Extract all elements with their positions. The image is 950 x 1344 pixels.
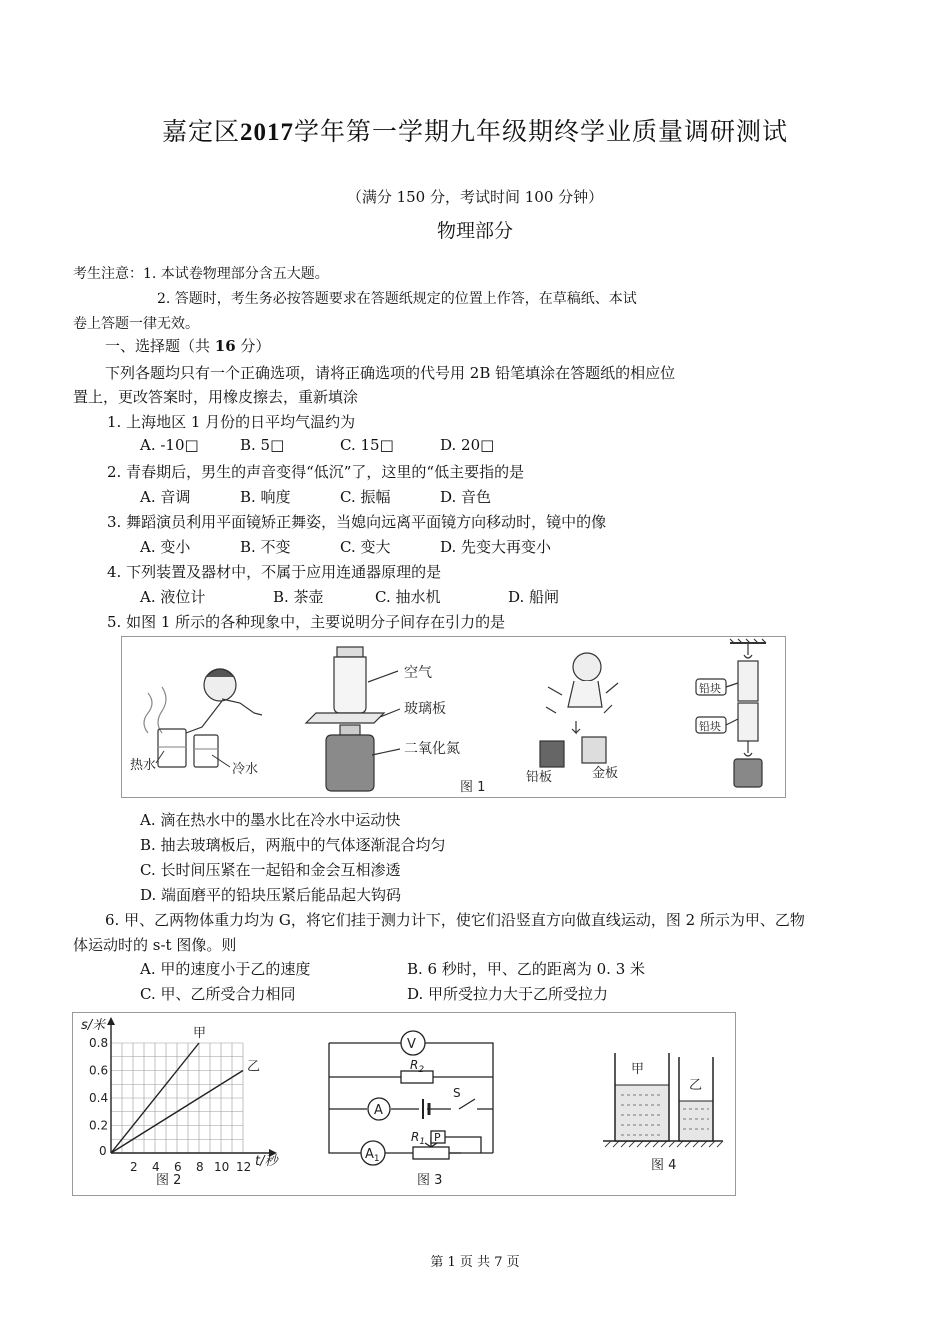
series-label-jia: 甲 <box>193 1026 207 1041</box>
part-intro-2: 置上，更改答案时，用橡皮擦去，重新填涂 <box>73 388 359 406</box>
figure-4-containers <box>603 1053 723 1147</box>
q5-option-b: B. 抽去玻璃板后，两瓶中的气体逐渐混合均匀 <box>140 836 446 854</box>
q3-option-a: A. 变小 <box>140 538 191 556</box>
x-tick-label: 6 <box>174 1160 182 1174</box>
series-labels <box>193 1026 260 1075</box>
part-heading: 一、选择题（共 16 分） <box>105 337 271 355</box>
chart-grid <box>111 1043 243 1153</box>
q1-option-b: B. 5□ <box>240 436 285 454</box>
q1-stem: 1. 上海地区 1 月份的日平均气温约为 <box>107 413 356 431</box>
no2-label: 二氧化氮 <box>404 741 460 757</box>
x-tick-label: 8 <box>196 1160 204 1174</box>
q3-option-c: C. 变大 <box>340 538 391 556</box>
q5-stem: 5. 如图 1 所示的各种现象中，主要说明分子间存在引力的是 <box>107 613 506 631</box>
container-yi-label: 乙 <box>689 1078 703 1093</box>
lead-block-label-2: 铅块 <box>699 720 721 733</box>
q4-stem: 4. 下列装置及器材中，不属于应用连通器原理的是 <box>107 563 442 581</box>
figure-1 <box>121 636 786 798</box>
container-jia-label: 甲 <box>631 1062 645 1077</box>
boy-with-beakers-illustration <box>144 669 262 767</box>
part-intro-1: 下列各题均只有一个正确选项，请将正确选项的代号用 2B 铅笔填涂在答题纸的相应位 <box>105 364 676 382</box>
lead-block-label-1: 铅块 <box>699 682 721 695</box>
y-axis-label: s/米 <box>81 1018 106 1033</box>
q4-option-c: C. 抽水机 <box>375 588 441 606</box>
cold-water-label: 冷水 <box>232 762 259 777</box>
q3-stem: 3. 舞蹈演员利用平面镜矫正舞姿，当媳向远离平面镜方向移动时，镜中的像 <box>107 513 607 531</box>
page-title: 嘉定区2017学年第一学期九年级期终学业质量调研测试 <box>161 117 789 146</box>
series-label-yi: 乙 <box>247 1059 261 1075</box>
voltmeter-label: V <box>407 1037 416 1052</box>
q6-option-c: C. 甲、乙所受合力相同 <box>140 985 296 1003</box>
y-tick-label: 0.8 <box>89 1036 109 1050</box>
hot-water-label: 热水 <box>130 758 157 773</box>
notice-line-3: 卷上答题一律无效。 <box>73 316 199 332</box>
exam-info: （满分 150 分，考试时间 100 分钟） <box>346 188 604 206</box>
lead-plate-label: 铅板 <box>526 770 553 785</box>
lead-blocks-illustration <box>696 639 766 787</box>
notice-line-2: 2. 答题时，考生务必按答题要求在答题纸规定的位置上作答，在草稿纸、本试 <box>157 291 637 307</box>
ammeter-label: A <box>374 1103 383 1118</box>
q4-option-a: A. 液位计 <box>140 588 206 606</box>
y-tick-label: 0.6 <box>89 1063 109 1078</box>
q5-option-c: C. 长时间压紧在一起铅和金会互相渗透 <box>140 861 401 879</box>
q2-option-d: D. 音色 <box>440 488 492 506</box>
q2-stem: 2. 青春期后，男生的声音变得“低沉”了，这里的“低主要指的是 <box>107 463 525 481</box>
figure-2-chart <box>81 1017 280 1188</box>
q4-option-d: D. 船闸 <box>508 588 560 606</box>
x-tick-label: 2 <box>130 1160 138 1174</box>
r2-label: $R_2$ <box>410 1058 425 1075</box>
y-tick-label: 0.4 <box>89 1091 109 1105</box>
y-tick-label: 0.2 <box>89 1118 109 1133</box>
q6-option-b: B. 6 秒时，甲、乙的距离为 0. 3 米 <box>407 960 646 978</box>
q4-option-b: B. 茶壶 <box>273 588 324 606</box>
q1-option-c: C. 15□ <box>340 436 394 454</box>
y-axis-arrow <box>107 1017 115 1025</box>
q6-stem-2: 体运动时的 s-t 图像。则 <box>73 936 237 954</box>
notice-line-1: 考生注意：1. 本试卷物理部分含五大题。 <box>73 266 329 282</box>
x-tick-labels <box>130 1160 251 1174</box>
q6-stem-1: 6. 甲、乙两物体重力均为 G，将它们挂于测力计下，使它们沿竖直方向做直线运动，图 2 所示为甲、乙物 <box>105 911 805 929</box>
figure-4-caption: 图 4 <box>651 1158 677 1173</box>
page-footer: 第 1 页 共 7 页 <box>430 1255 520 1270</box>
q3-option-b: B. 不变 <box>240 538 291 556</box>
section-title: 物理部分 <box>436 220 513 242</box>
switch-label: S <box>453 1086 461 1100</box>
figure-3-caption: 图 3 <box>417 1173 443 1188</box>
gold-plate-label: 金板 <box>592 766 619 781</box>
lead-gold-plates-illustration <box>540 653 618 767</box>
q5-option-a: A. 滴在热水中的墨水比在冷水中运动快 <box>140 811 401 829</box>
x-tick-label: 12 <box>236 1160 252 1174</box>
q5-option-d: D. 端面磨平的铅块压紧后能品起大钩码 <box>140 886 402 904</box>
x-tick-label: 4 <box>152 1160 160 1174</box>
q3-option-d: D. 先变大再变小 <box>440 538 552 556</box>
air-label: 空气 <box>404 665 432 681</box>
ammeter-a1-label: $A_1$ <box>365 1147 380 1164</box>
x-axis-label: t/秒 <box>255 1154 278 1169</box>
y-tick-labels <box>89 1036 108 1133</box>
q1-option-a: A. -10□ <box>140 436 199 454</box>
x-tick-label: 10 <box>214 1160 230 1174</box>
figure-1-caption: 图 1 <box>460 780 486 795</box>
q6-option-a: A. 甲的速度小于乙的速度 <box>140 960 311 978</box>
two-bottles-illustration <box>306 647 400 791</box>
figure-2-caption: 图 2 <box>156 1173 182 1188</box>
r1-label: $R_1$ <box>411 1130 426 1147</box>
q2-option-a: A. 音调 <box>140 488 191 506</box>
q2-option-c: C. 振幅 <box>340 488 391 506</box>
q1-option-d: D. 20□ <box>440 436 495 454</box>
q6-option-d: D. 甲所受拉力大于乙所受拉力 <box>407 985 609 1003</box>
q2-option-b: B. 响度 <box>240 488 291 506</box>
origin-label: 0 <box>99 1144 107 1158</box>
slider-p-label: P <box>434 1131 441 1144</box>
figures-2-3-4 <box>72 1012 736 1196</box>
glass-plate-label: 玻璃板 <box>404 701 446 717</box>
